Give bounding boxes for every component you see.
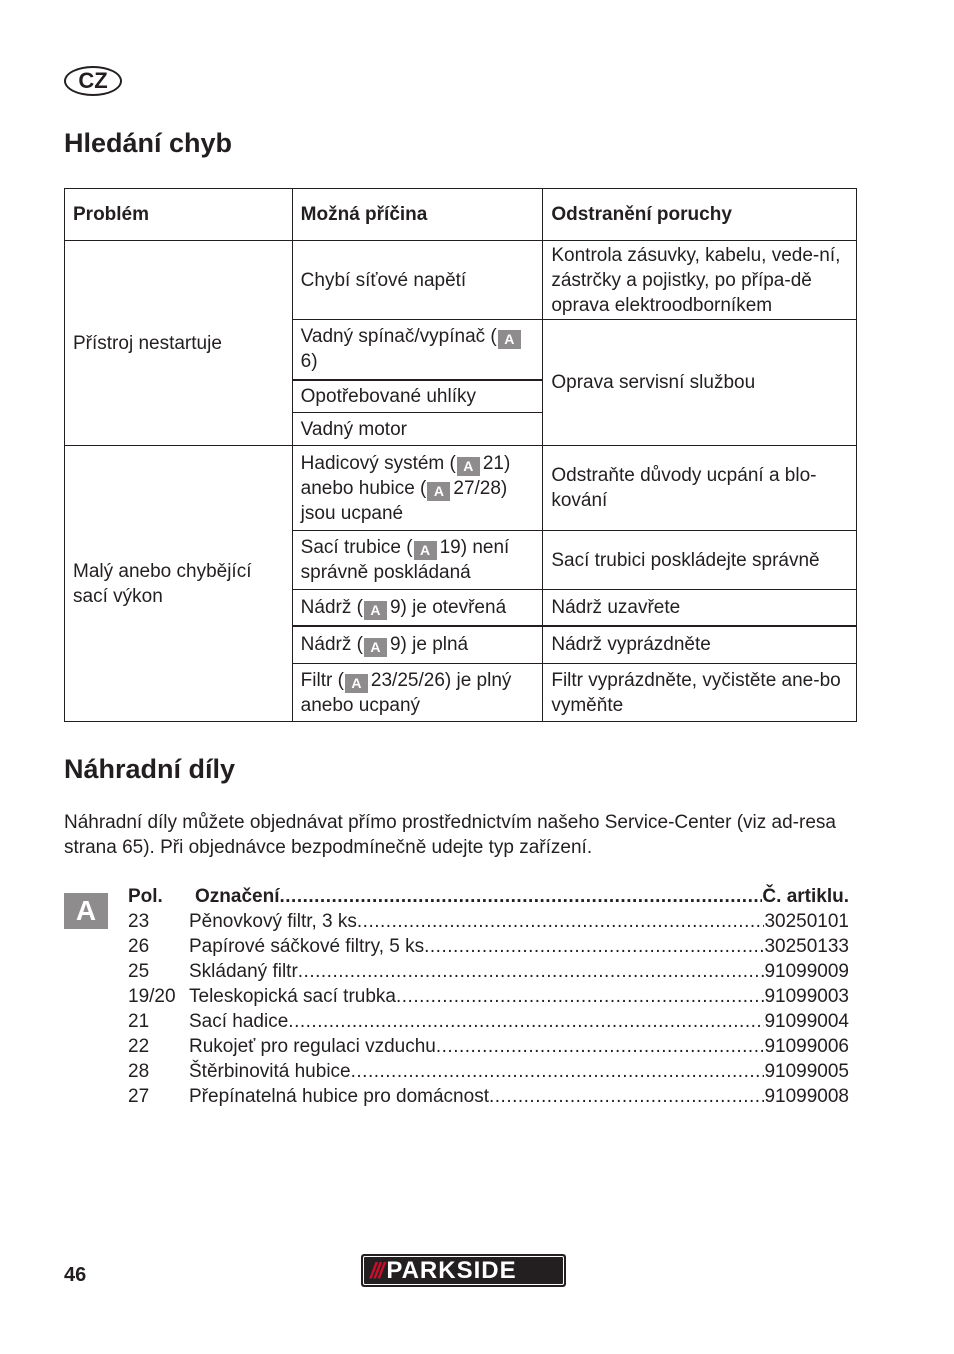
parts-header-row (128, 884, 849, 909)
logo-slashes: /// (370, 1257, 383, 1283)
list-item (128, 959, 849, 984)
fix-cell: Filtr vyprázdněte, vyčistěte ane-bo vyměňte (543, 664, 857, 722)
part-name: Rukojeť pro regulaci vzduchu (189, 1036, 436, 1057)
logo-text: PARKSIDE (386, 1256, 517, 1284)
part-position: 22 (128, 1036, 150, 1057)
part-position: 28 (128, 1061, 150, 1082)
figure-a-badge: A (414, 541, 437, 560)
part-name: Skládaný filtr (189, 961, 298, 982)
cause-cell: Vadný motor (292, 413, 543, 446)
figure-a-badge: A (345, 674, 368, 693)
header-problem: Problém (65, 189, 293, 241)
fix-cell: Nádrž vyprázdněte (543, 626, 857, 664)
part-article-number: 91099005 (764, 1061, 849, 1082)
part-article-number: 91099003 (764, 986, 849, 1007)
cause-cell: Nádrž ( A 9) je plná (292, 626, 543, 664)
fix-cell: Sací trubici poskládejte správně (543, 531, 857, 590)
list-item (128, 1084, 849, 1109)
col-article-header: Č. artiklu. (762, 886, 849, 907)
leader-dots (489, 1084, 764, 1109)
problem-cell: Přístroj nestartuje (65, 241, 293, 446)
header-cause: Možná příčina (292, 189, 543, 241)
leader-dots (298, 959, 765, 984)
figure-a-label: A (64, 893, 108, 929)
header-fix: Odstranění poruchy (543, 189, 857, 241)
part-name: Přepínatelná hubice pro domácnost (189, 1086, 489, 1107)
figure-a-badge: A (364, 601, 387, 620)
col-pos-header: Pol. (128, 886, 163, 907)
cause-cell: Sací trubice ( A 19) není správně poskládaná (292, 531, 543, 590)
list-item (128, 909, 849, 934)
troubleshooting-table (64, 188, 857, 722)
figure-a-badge: A (498, 330, 521, 349)
leader-dots (424, 934, 764, 959)
cause-cell: Chybí síťové napětí (292, 241, 543, 320)
part-article-number: 30250133 (764, 936, 849, 957)
part-position: 25 (128, 961, 150, 982)
spare-parts-list (128, 884, 849, 1109)
figure-a-badge: A (457, 457, 480, 476)
problem-cell: Malý anebo chybějící sací výkon (65, 446, 293, 722)
leader-dots (288, 1009, 764, 1034)
fix-cell: Oprava servisní službou (543, 320, 857, 446)
figure-a-badge: A (364, 638, 387, 657)
fix-cell: Nádrž uzavřete (543, 590, 857, 626)
col-name-header: Označení (195, 886, 280, 907)
table-row (65, 241, 857, 320)
figure-a-badge: A (427, 482, 450, 501)
cause-cell: Filtr ( A 23/25/26) je plný anebo ucpaný (292, 664, 543, 722)
part-article-number: 91099006 (764, 1036, 849, 1057)
part-article-number: 91099004 (764, 1011, 849, 1032)
list-item (128, 1059, 849, 1084)
part-position: 26 (128, 936, 150, 957)
language-badge: CZ (64, 66, 122, 96)
part-position: 23 (128, 911, 150, 932)
leader-dots (357, 909, 765, 934)
leader-dots (351, 1059, 765, 1084)
part-article-number: 91099009 (764, 961, 849, 982)
fix-cell: Kontrola zásuvky, kabelu, vede-ní, zástrčky a pojistky, po přípa-dě oprava elektroodborníkem (543, 241, 857, 320)
cause-cell: Nádrž ( A 9) je otevřená (292, 590, 543, 626)
cause-cell: Opotřebované uhlíky (292, 380, 543, 413)
table-header-row (65, 189, 857, 241)
list-item (128, 1009, 849, 1034)
page-number: 46 (64, 1264, 87, 1286)
fix-cell: Odstraňte důvody ucpání a blo-kování (543, 446, 857, 531)
part-name: Sací hadice (189, 1011, 289, 1032)
leader-dots (396, 984, 764, 1009)
leader-dots (279, 884, 762, 909)
part-name: Papírové sáčkové filtry, 5 ks (189, 936, 425, 957)
part-position: 27 (128, 1086, 150, 1107)
parkside-logo (361, 1254, 566, 1287)
part-position: 21 (128, 1011, 150, 1032)
list-item (128, 934, 849, 959)
part-article-number: 30250101 (764, 911, 849, 932)
cause-cell: Hadicový systém ( A 21) anebo hubice ( A 27/28) jsou ucpané (292, 446, 543, 531)
list-item (128, 984, 849, 1009)
part-article-number: 91099008 (764, 1086, 849, 1107)
part-name: Štěrbinovitá hubice (189, 1061, 351, 1082)
spare-parts-title: Náhradní díly (64, 754, 236, 784)
part-position: 19/20 (128, 986, 176, 1007)
list-item (128, 1034, 849, 1059)
part-name: Teleskopická sací trubka (189, 986, 396, 1007)
cause-cell: Vadný spínač/vypínač ( A6) (292, 320, 543, 380)
leader-dots (436, 1034, 765, 1059)
troubleshooting-title: Hledání chyb (64, 128, 233, 158)
table-row (65, 446, 857, 531)
part-name: Pěnovkový filtr, 3 ks (189, 911, 357, 932)
spare-parts-intro: Náhradní díly můžete objednávat přímo prostřednictvím našeho Service-Center (viz ad-resa strana 65). Při objednávce bezpodmínečně udejte typ zařízení. (64, 812, 836, 858)
